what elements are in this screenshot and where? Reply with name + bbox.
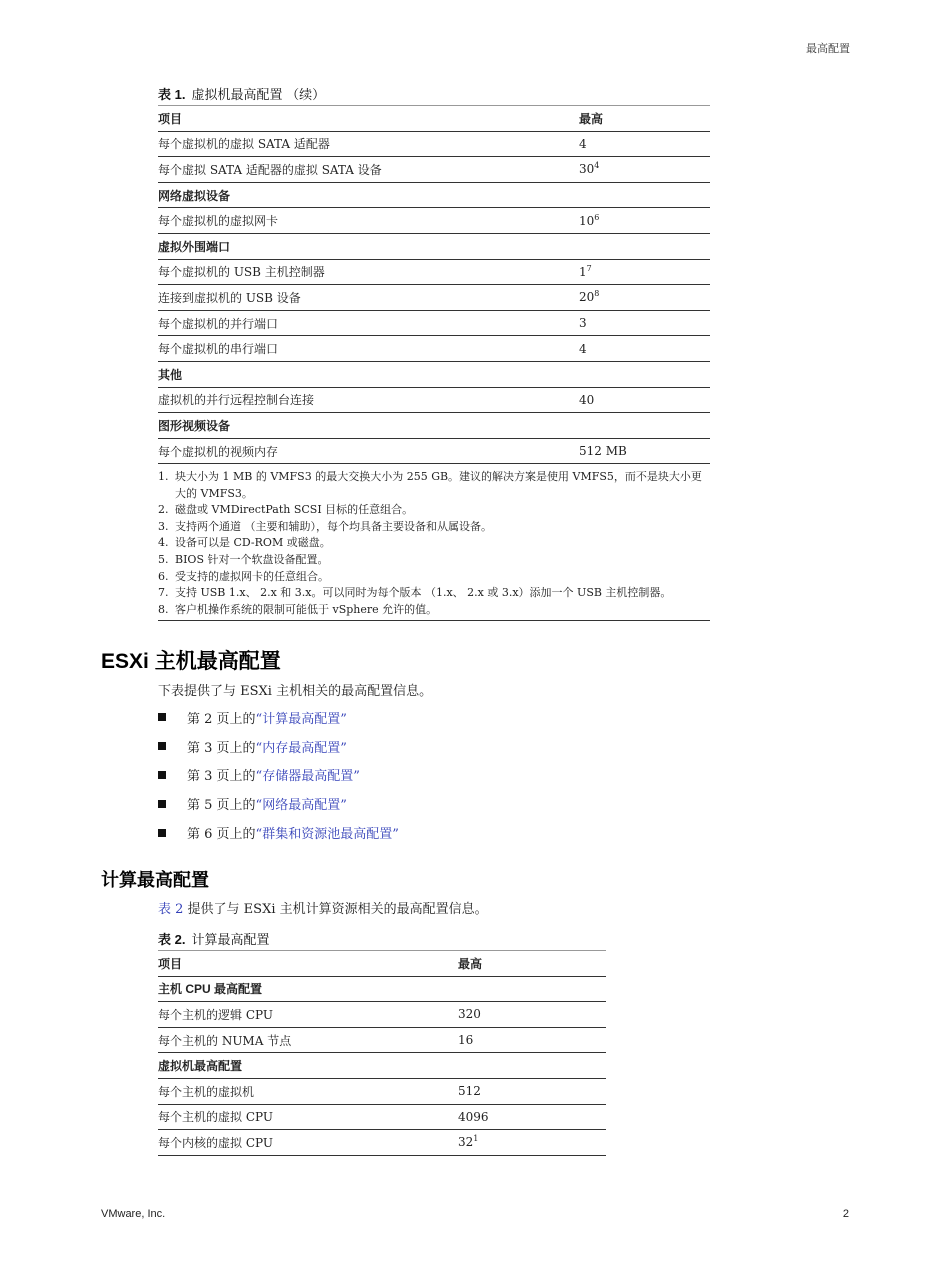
row-max-value: 4096 bbox=[458, 1109, 489, 1124]
footnote-text: 支持两个通道 （主要和辅助），每个均具备主要设备和从属设备。 bbox=[175, 519, 492, 533]
section-label: 其他 bbox=[158, 361, 710, 387]
footnote-text: 客户机操作系统的限制可能低于 vSphere 允许的值。 bbox=[175, 602, 438, 616]
table-row bbox=[158, 1002, 606, 1028]
column-header-max: 最高 bbox=[579, 106, 710, 132]
row-max-value: 3 bbox=[579, 316, 587, 331]
bullet-icon bbox=[158, 742, 166, 750]
link-prefix: 第 3 页上的 bbox=[187, 740, 256, 756]
row-item: 每个虚拟机的视频内存 bbox=[158, 438, 579, 464]
row-max-cell bbox=[579, 310, 710, 336]
column-header-max: 最高 bbox=[458, 951, 606, 977]
footnote bbox=[158, 585, 710, 602]
table-row bbox=[158, 131, 710, 157]
footnote bbox=[158, 535, 710, 552]
list-item bbox=[158, 818, 399, 847]
section-label: 虚拟外围端口 bbox=[158, 233, 710, 259]
column-header-item: 项目 bbox=[158, 951, 458, 977]
table-header-row bbox=[158, 951, 606, 977]
table-section-row bbox=[158, 233, 710, 259]
row-item: 每个主机的虚拟机 bbox=[158, 1078, 458, 1104]
table-section-row bbox=[158, 976, 606, 1002]
row-item: 每个主机的虚拟 CPU bbox=[158, 1104, 458, 1130]
table-row bbox=[158, 1027, 606, 1053]
row-item: 每个虚拟机的串行端口 bbox=[158, 336, 579, 362]
section-heading-compute: 计算最高配置 bbox=[101, 870, 209, 890]
bullet-icon bbox=[158, 771, 166, 779]
section-heading-esxi: ESXi 主机最高配置 bbox=[101, 650, 281, 673]
table-row bbox=[158, 1104, 606, 1130]
footnote-text: 块大小为 1 MB 的 VMFS3 的最大交换大小为 255 GB。建议的解决方案是使用 VMFS5，而不是块大小更大的 VMFS3。 bbox=[175, 470, 702, 500]
table-row bbox=[158, 1130, 606, 1156]
footnote-ref: 6 bbox=[594, 212, 600, 222]
footnote-text: 支持 USB 1.x、 2.x 和 3.x。可以同时为每个版本 （1.x、 2.x 或 3.x）添加一个 USB 主机控制器。 bbox=[175, 586, 672, 600]
footnote bbox=[158, 469, 710, 502]
footnote bbox=[158, 519, 710, 536]
row-max-value: 10 bbox=[579, 213, 595, 228]
row-max-cell bbox=[579, 285, 710, 311]
table-row bbox=[158, 1078, 606, 1104]
row-item: 每个虚拟机的 USB 主机控制器 bbox=[158, 259, 579, 285]
row-item: 每个虚拟机的虚拟网卡 bbox=[158, 208, 579, 234]
section-link-list bbox=[158, 703, 399, 847]
row-max-cell bbox=[579, 438, 710, 464]
compute-intro bbox=[158, 898, 488, 917]
row-max-cell bbox=[458, 1027, 606, 1053]
row-max-value: 512 bbox=[458, 1084, 481, 1099]
table1-footnotes bbox=[158, 469, 710, 621]
row-max-cell bbox=[579, 336, 710, 362]
row-max-value: 512 MB bbox=[579, 444, 627, 459]
column-header-item: 项目 bbox=[158, 106, 579, 132]
bullet-icon bbox=[158, 829, 166, 837]
section-label: 虚拟机最高配置 bbox=[158, 1053, 606, 1079]
table-section-row bbox=[158, 361, 710, 387]
footnote bbox=[158, 502, 710, 519]
footnote-number: 7. bbox=[158, 586, 169, 600]
link-prefix: 第 5 页上的 bbox=[187, 798, 256, 814]
table1-number: 表 1. bbox=[158, 87, 186, 102]
footnote-ref: 8 bbox=[594, 289, 600, 299]
table-row bbox=[158, 336, 710, 362]
row-max-value: 1 bbox=[579, 264, 587, 279]
link-prefix: 第 2 页上的 bbox=[187, 711, 256, 727]
section-label: 主机 CPU 最高配置 bbox=[158, 976, 606, 1002]
row-item: 每个虚拟机的虚拟 SATA 适配器 bbox=[158, 131, 579, 157]
footnote bbox=[158, 569, 710, 586]
row-max-cell bbox=[579, 387, 710, 413]
row-max-value: 16 bbox=[458, 1033, 474, 1048]
row-item: 连接到虚拟机的 USB 设备 bbox=[158, 285, 579, 311]
compute-intro-text: 提供了与 ESXi 主机计算资源相关的最高配置信息。 bbox=[183, 902, 488, 917]
row-item: 每个虚拟 SATA 适配器的虚拟 SATA 设备 bbox=[158, 157, 579, 183]
table-row bbox=[158, 285, 710, 311]
list-item bbox=[158, 732, 399, 761]
table-row bbox=[158, 157, 710, 183]
table2-caption bbox=[158, 929, 269, 948]
footnote-ref: 1 bbox=[473, 1134, 479, 1144]
table-row bbox=[158, 387, 710, 413]
row-max-cell bbox=[579, 208, 710, 234]
table1-caption bbox=[158, 84, 325, 103]
list-item bbox=[158, 703, 399, 732]
footer-company: VMware, Inc. bbox=[101, 1208, 166, 1220]
footnote-number: 8. bbox=[158, 602, 169, 616]
table-row bbox=[158, 438, 710, 464]
footnote-text: 设备可以是 CD-ROM 或磁盘。 bbox=[175, 536, 331, 550]
cross-reference-link[interactable]: “计算最高配置” bbox=[255, 711, 347, 727]
row-max-cell bbox=[579, 131, 710, 157]
footnote bbox=[158, 552, 710, 569]
section-label: 网络虚拟设备 bbox=[158, 182, 710, 208]
table1 bbox=[158, 105, 710, 464]
row-max-cell bbox=[458, 1002, 606, 1028]
cross-reference-link[interactable]: “网络最高配置” bbox=[255, 798, 347, 814]
footnote bbox=[158, 602, 710, 619]
table2-number: 表 2. bbox=[158, 932, 186, 947]
table-row bbox=[158, 259, 710, 285]
row-max-value: 20 bbox=[579, 290, 595, 305]
cross-reference-link[interactable]: “内存最高配置” bbox=[255, 740, 347, 756]
footnote-ref: 7 bbox=[586, 263, 592, 273]
footnote-text: BIOS 针对一个软盘设备配置。 bbox=[175, 552, 329, 566]
table-section-row bbox=[158, 413, 710, 439]
footnote-text: 受支持的虚拟网卡的任意组合。 bbox=[175, 569, 329, 583]
row-max-value: 30 bbox=[579, 162, 595, 177]
footnote-number: 2. bbox=[158, 503, 169, 517]
bullet-icon bbox=[158, 713, 166, 721]
row-max-cell bbox=[458, 1104, 606, 1130]
row-item: 每个内核的虚拟 CPU bbox=[158, 1130, 458, 1156]
bullet-icon bbox=[158, 800, 166, 808]
footnote-number: 4. bbox=[158, 536, 169, 550]
row-item: 每个主机的 NUMA 节点 bbox=[158, 1027, 458, 1053]
row-max-value: 4 bbox=[579, 136, 587, 151]
row-max-cell bbox=[458, 1130, 606, 1156]
footnote-ref: 4 bbox=[594, 161, 600, 171]
running-header: 最高配置 bbox=[806, 42, 850, 55]
cross-reference-link[interactable]: “存储器最高配置” bbox=[255, 769, 360, 785]
footnote-number: 5. bbox=[158, 552, 169, 566]
table-section-row bbox=[158, 1053, 606, 1079]
table-row bbox=[158, 208, 710, 234]
link-prefix: 第 3 页上的 bbox=[187, 769, 256, 785]
esxi-intro: 下表提供了与 ESXi 主机相关的最高配置信息。 bbox=[158, 684, 433, 699]
section-label: 图形视频设备 bbox=[158, 413, 710, 439]
table2 bbox=[158, 950, 606, 1156]
row-item: 每个主机的逻辑 CPU bbox=[158, 1002, 458, 1028]
row-max-value: 320 bbox=[458, 1007, 481, 1022]
table-row bbox=[158, 310, 710, 336]
list-item bbox=[158, 789, 399, 818]
table-header-row bbox=[158, 106, 710, 132]
row-item: 虚拟机的并行远程控制台连接 bbox=[158, 387, 579, 413]
footnote-number: 3. bbox=[158, 519, 169, 533]
footer-page-number: 2 bbox=[842, 1208, 849, 1220]
list-item bbox=[158, 761, 399, 790]
row-max-cell bbox=[579, 157, 710, 183]
row-item: 每个虚拟机的并行端口 bbox=[158, 310, 579, 336]
table2-reference-link[interactable]: 表 2 bbox=[158, 902, 184, 917]
footnote-number: 6. bbox=[158, 569, 169, 583]
footnote-text: 磁盘或 VMDirectPath SCSI 目标的任意组合。 bbox=[175, 503, 414, 517]
footnote-number: 1. bbox=[158, 470, 169, 483]
table1-title: 虚拟机最高配置 （续） bbox=[191, 87, 326, 102]
link-prefix: 第 6 页上的 bbox=[187, 827, 256, 843]
row-max-cell bbox=[579, 259, 710, 285]
cross-reference-link[interactable]: “群集和资源池最高配置” bbox=[255, 827, 399, 843]
row-max-cell bbox=[458, 1078, 606, 1104]
row-max-value: 32 bbox=[458, 1135, 474, 1150]
table2-title: 计算最高配置 bbox=[191, 932, 270, 947]
row-max-value: 4 bbox=[579, 341, 587, 356]
row-max-value: 40 bbox=[579, 392, 595, 407]
table-section-row bbox=[158, 182, 710, 208]
